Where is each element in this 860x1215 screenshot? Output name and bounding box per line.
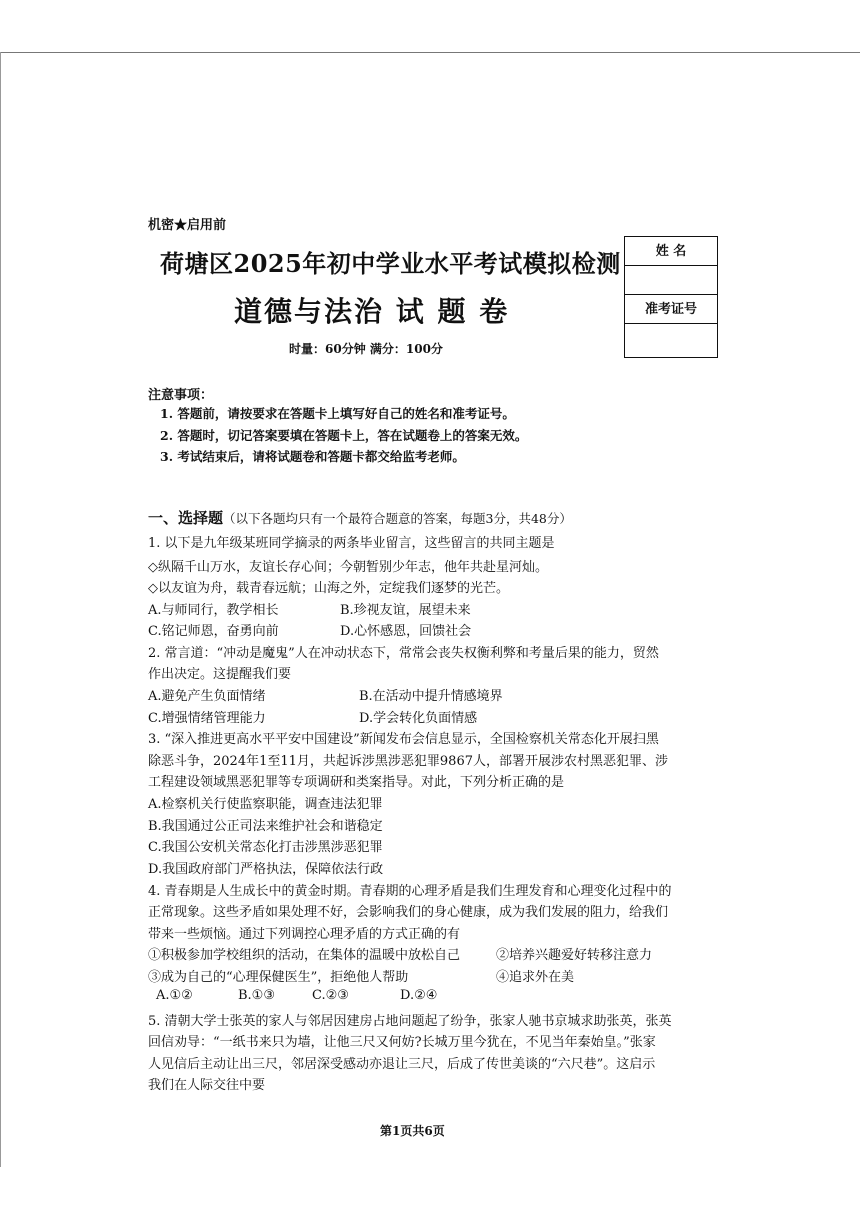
q2-option-a: A.避免产生负面情绪 xyxy=(148,689,266,704)
q4-item-1: ①积极参加学校组织的活动，在集体的温暖中放松自己 xyxy=(148,948,461,963)
q2-option-b: B.在活动中提升情感境界 xyxy=(359,689,503,704)
section-heading: 一、选择题 xyxy=(148,509,224,527)
page-footer: 第1页共6页 xyxy=(380,1124,445,1138)
q2-option-d: D.学会转化负面情感 xyxy=(359,711,478,726)
candidate-info-box xyxy=(624,236,718,358)
q3-option-d: D.我国政府部门严格执法，保障依法行政 xyxy=(148,862,384,877)
q1-option-a: A.与师同行，教学相长 xyxy=(148,603,279,618)
q1-quote: ◇以友谊为舟，载青春远航；山海之外，定绽我们逐梦的光芒。 xyxy=(148,581,509,596)
q4-item-3: ③成为自己的“心理保健医生”，拒绝他人帮助 xyxy=(148,970,409,985)
q5-stem: 5. 清朝大学士张英的家人与邻居因建房占地问题起了纷争，张家人驰书京城求助张英，张英 xyxy=(148,1014,672,1029)
q5-stem: 回信劝导：“一纸书来只为墙，让他三尺又何妨?长城万里今犹在，不见当年秦始皇。”张家 xyxy=(148,1035,656,1050)
q1-option-d: D.心怀感恩，回馈社会 xyxy=(340,624,472,639)
q3-option-a: A.检察机关行使监察职能，调查违法犯罪 xyxy=(148,797,383,812)
q4-option-d: D.②④ xyxy=(400,988,438,1003)
q2-option-c: C.增强情绪管理能力 xyxy=(148,711,266,726)
notes-title: 注意事项： xyxy=(148,388,214,403)
exam-meta: 时量：60分钟 满分：100分 xyxy=(289,342,443,356)
q4-stem: 带来一些烦恼。通过下列调控心理矛盾的方式正确的有 xyxy=(148,927,461,942)
name-label: 姓 名 xyxy=(625,237,717,266)
scan-left-edge xyxy=(0,52,1,1167)
q1-stem: 1. 以下是九年级某班同学摘录的两条毕业留言，这些留言的共同主题是 xyxy=(148,536,555,551)
scan-top-margin xyxy=(0,0,860,53)
q4-stem: 正常现象。这些矛盾如果处理不好，会影响我们的身心健康，成为我们发展的阻力，给我们 xyxy=(148,905,669,920)
q4-option-b: B.①③ xyxy=(238,988,275,1003)
q4-option-c: C.②③ xyxy=(312,988,349,1003)
note-item: 3. 考试结束后，请将试题卷和答题卡都交给监考老师。 xyxy=(160,449,465,464)
q3-option-c: C.我国公安机关常态化打击涉黑涉恶犯罪 xyxy=(148,840,383,855)
section-title xyxy=(148,507,572,528)
q1-option-c: C.铭记师恩，奋勇向前 xyxy=(148,624,279,639)
id-label: 准考证号 xyxy=(625,295,717,324)
q3-option-b: B.我国通过公正司法来维护社会和谐稳定 xyxy=(148,819,383,834)
id-field[interactable] xyxy=(625,324,717,353)
q2-stem: 作出决定。这提醒我们要 xyxy=(148,667,292,682)
exam-subtitle: 道德与法治 试 题 卷 xyxy=(234,295,510,328)
q3-stem: 除恶斗争，2024年1至11月，共起诉涉黑涉恶犯罪9867人，部署开展涉农村黑恶犯罪、涉 xyxy=(148,754,668,769)
exam-title: 荷塘区2025年初中学业水平考试模拟检测 xyxy=(160,249,621,278)
name-field[interactable] xyxy=(625,266,717,295)
q3-stem: 工程建设领域黑恶犯罪等专项调研和类案指导。对此，下列分析正确的是 xyxy=(148,775,565,790)
q2-stem: 2. 常言道：“冲动是魔鬼”人在冲动状态下，常常会丧失权衡利弊和考量后果的能力，贸然 xyxy=(148,646,659,661)
q4-item-4: ④追求外在美 xyxy=(496,970,575,985)
section-instruction: （以下各题均只有一个最符合题意的答案，每题3分，共48分） xyxy=(223,511,572,526)
q1-option-b: B.珍视友谊，展望未来 xyxy=(340,603,471,618)
q4-item-2: ②培养兴趣爱好转移注意力 xyxy=(496,948,653,963)
q4-stem: 4. 青春期是人生成长中的黄金时期。青春期的心理矛盾是我们生理发育和心理变化过程中的 xyxy=(148,884,672,899)
confidential-label: 机密★启用前 xyxy=(148,218,227,233)
q5-stem: 我们在人际交往中要 xyxy=(148,1078,266,1093)
note-item: 2. 答题时，切记答案要填在答题卡上，答在试题卷上的答案无效。 xyxy=(160,428,528,443)
note-item: 1. 答题前，请按要求在答题卡上填写好自己的姓名和准考证号。 xyxy=(160,406,515,421)
q3-stem: 3. “深入推进更高水平平安中国建设”新闻发布会信息显示，全国检察机关常态化开展扫黑 xyxy=(148,732,659,747)
q5-stem: 人见信后主动让出三尺，邻居深受感动亦退让三尺，后成了传世美谈的“六尺巷”。这启示 xyxy=(148,1057,656,1072)
q1-quote: ◇纵隔千山万水，友谊长存心间；今朝暂别少年志，他年共赴星河灿。 xyxy=(148,560,548,575)
q4-option-a: A.①② xyxy=(156,988,193,1003)
